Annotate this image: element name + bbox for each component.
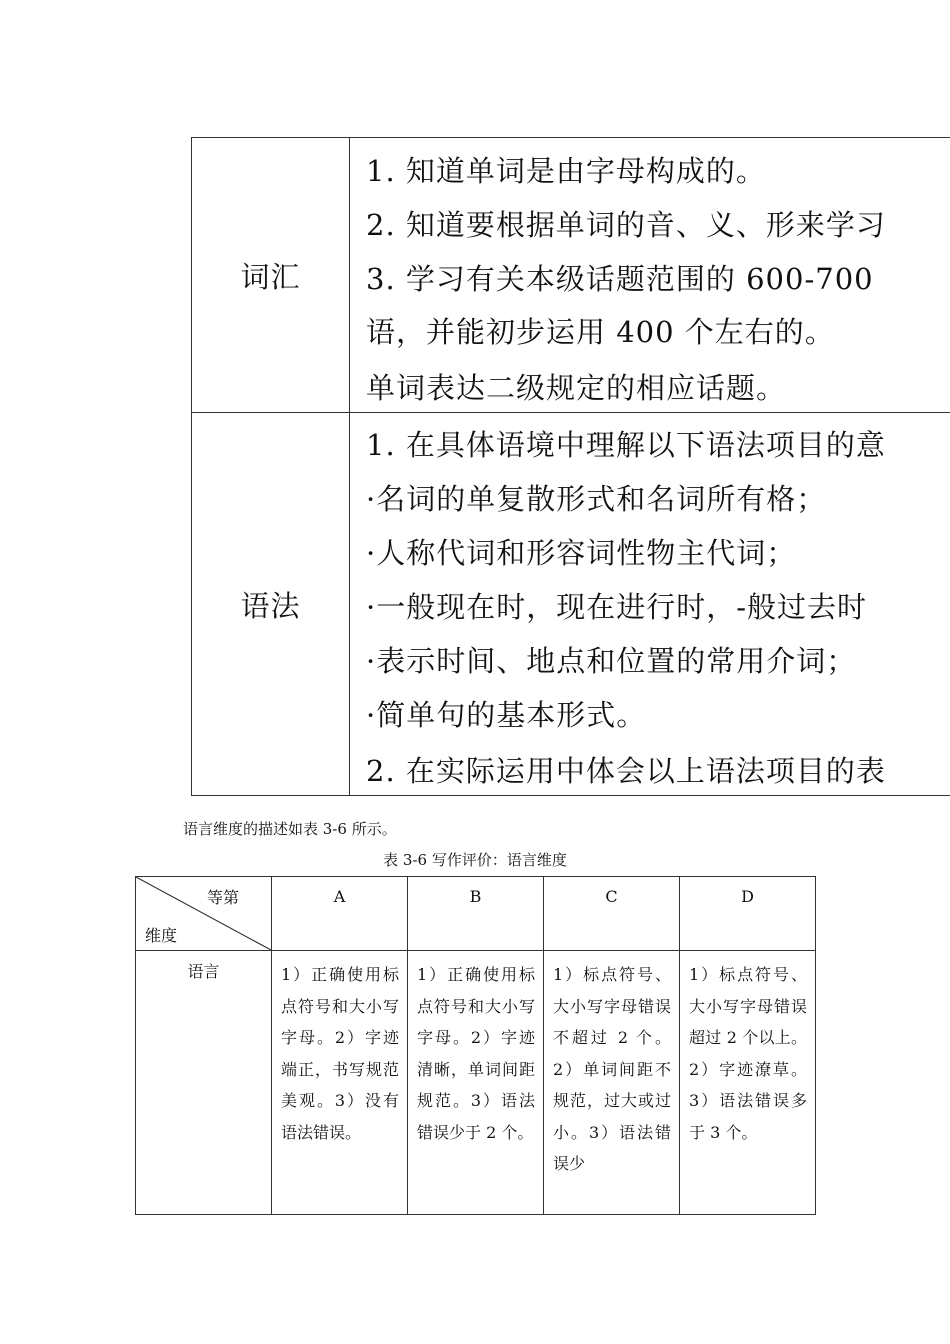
grammar-content <box>350 413 950 795</box>
table-caption: 表 3-6 写作评价：语言维度 <box>383 851 567 869</box>
language-row <box>136 951 816 1215</box>
grammar-line: ·人称代词和形容词性物主代词； <box>366 536 797 570</box>
grammar-line: ·一般现在时，现在进行时，-般过去时 <box>366 590 868 624</box>
grade-header-b: B <box>408 877 544 951</box>
vocab-line: 单词表达二级规定的相应话题。 <box>366 371 787 405</box>
vocab-content <box>350 138 950 412</box>
grade-c-description: 1）标点符号、大小写字母错误不超过 2 个。2）单词间距不规范，过大或过小。3）语法错误少 <box>544 951 680 1215</box>
grammar-line: ·名词的单复散形式和名词所有格； <box>366 482 827 516</box>
writing-evaluation-table <box>135 876 816 1215</box>
grammar-row <box>192 413 950 795</box>
grammar-line: ·简单句的基本形式。 <box>366 698 647 732</box>
grammar-line: 2. 在实际运用中体会以上语法项目的表 <box>366 754 886 788</box>
corner-header-cell <box>136 877 272 951</box>
vocab-line: 语，并能初步运用 400 个左右的。 <box>366 315 835 349</box>
vocab-label: 词汇 <box>192 138 350 412</box>
grade-a-description: 1）正确使用标点符号和大小写字母。2）字迹端正，书写规范美观。3）没有语法错误。 <box>272 951 408 1215</box>
vocab-line: 3. 学习有关本级话题范围的 600-700 <box>366 262 874 296</box>
curriculum-table <box>191 137 950 796</box>
vocab-row <box>192 138 950 413</box>
vocab-line: 2. 知道要根据单词的音、义、形来学习 <box>366 208 886 242</box>
grade-header-d: D <box>680 877 816 951</box>
grade-header-c: C <box>544 877 680 951</box>
grade-b-description: 1）正确使用标点符号和大小写字母。2）字迹清晰，单词间距规范。3）语法错误少于 2 个。 <box>408 951 544 1215</box>
corner-grade-label: 等第 <box>206 888 239 907</box>
dimension-label: 语言 <box>136 951 272 1215</box>
vocab-line: 1. 知道单词是由字母构成的。 <box>366 154 766 188</box>
grade-d-description: 1）标点符号、大小写字母错误超过 2 个以上。2）字迹潦草。3）语法错误多于 3 个。 <box>680 951 816 1215</box>
intro-text: 语言维度的描述如表 3-6 所示。 <box>183 820 397 838</box>
header-row <box>136 877 816 951</box>
grade-header-a: A <box>272 877 408 951</box>
corner-dimension-label: 维度 <box>145 926 178 945</box>
grammar-line: ·表示时间、地点和位置的常用介词； <box>366 644 857 678</box>
grammar-label: 语法 <box>192 413 350 795</box>
grammar-line: 1. 在具体语境中理解以下语法项目的意 <box>366 428 886 462</box>
